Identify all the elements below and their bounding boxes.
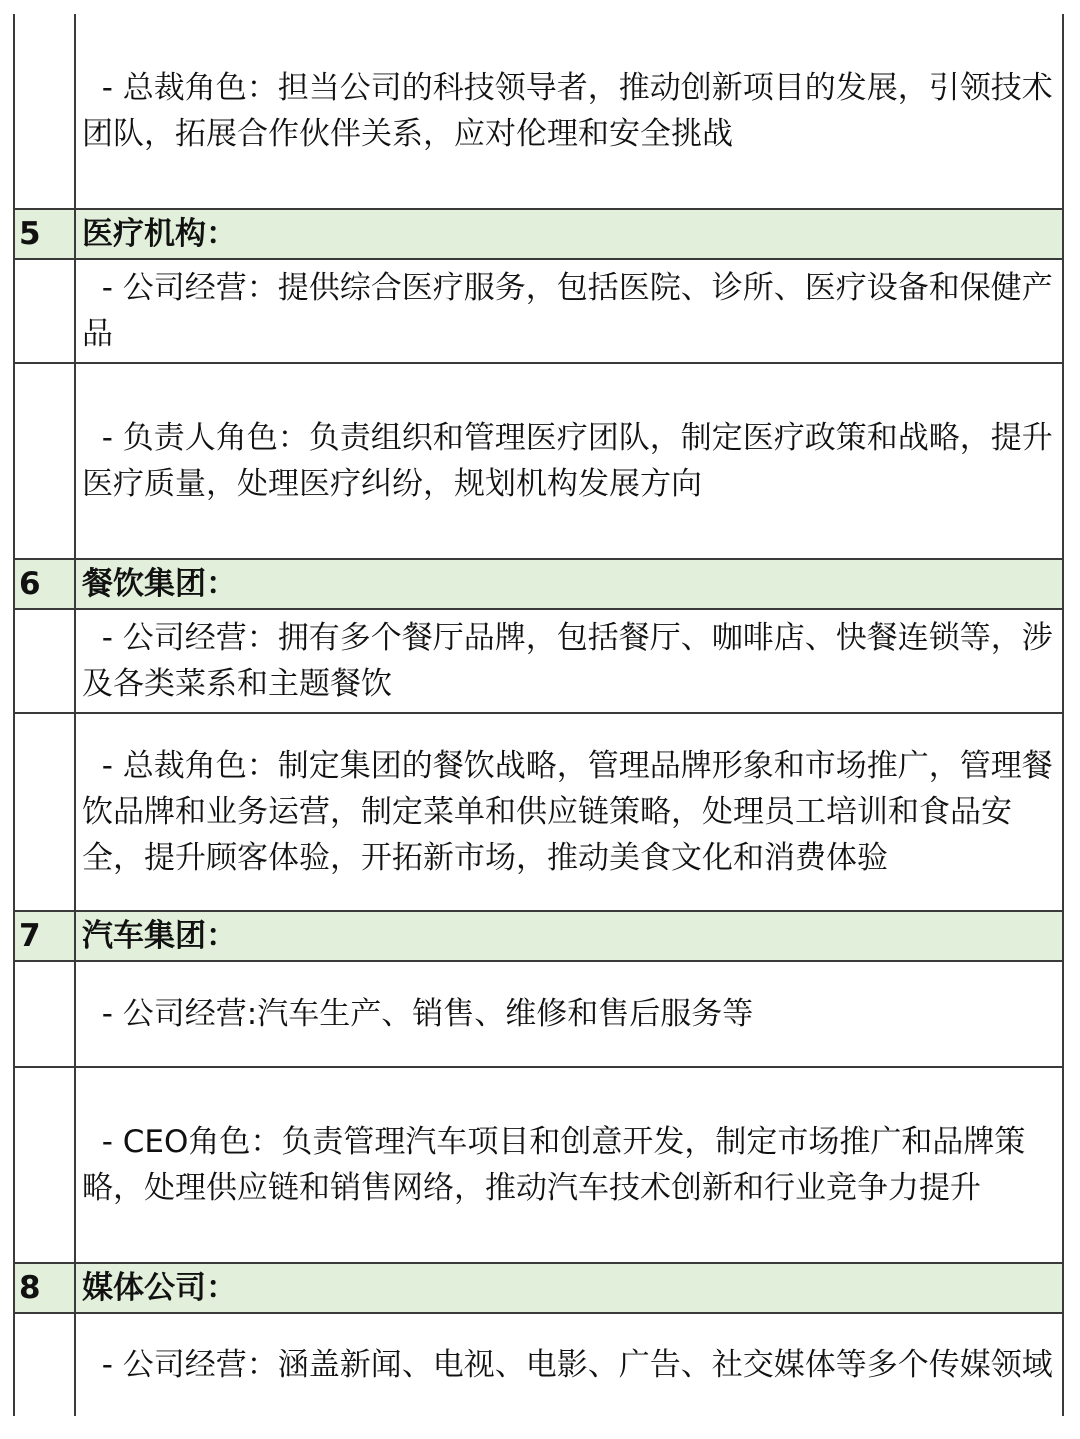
table-row bbox=[14, 713, 1063, 911]
row-text: - 公司经营:汽车生产、销售、维修和售后服务等 bbox=[75, 961, 1063, 1067]
section-title: 汽车集团： bbox=[75, 911, 1063, 961]
table-row bbox=[14, 1313, 1063, 1416]
table-row bbox=[14, 961, 1063, 1067]
row-text: - 公司经营：提供综合医疗服务，包括医院、诊所、医疗设备和保健产品 bbox=[75, 259, 1063, 363]
row-text: - CEO角色：负责管理汽车项目和创意开发，制定市场推广和品牌策略，处理供应链和销售网络，推动汽车技术创新和行业竞争力提升 bbox=[75, 1067, 1063, 1263]
company-roles-table bbox=[13, 14, 1064, 1416]
section-header-row bbox=[14, 911, 1063, 961]
row-number: 5 bbox=[14, 209, 75, 259]
row-number bbox=[14, 259, 75, 363]
section-title: 媒体公司： bbox=[75, 1263, 1063, 1313]
section-title: 餐饮集团： bbox=[75, 559, 1063, 609]
section-header-row bbox=[14, 209, 1063, 259]
row-text: - 公司经营：涵盖新闻、电视、电影、广告、社交媒体等多个传媒领域 bbox=[75, 1313, 1063, 1416]
row-number: 7 bbox=[14, 911, 75, 961]
row-text: - 总裁角色：担当公司的科技领导者，推动创新项目的发展，引领技术团队，拓展合作伙伴关系，应对伦理和安全挑战 bbox=[75, 14, 1063, 209]
row-number: 6 bbox=[14, 559, 75, 609]
row-number bbox=[14, 1067, 75, 1263]
row-text: - 公司经营：拥有多个餐厅品牌，包括餐厅、咖啡店、快餐连锁等，涉及各类菜系和主题餐饮 bbox=[75, 609, 1063, 713]
table-row bbox=[14, 14, 1063, 209]
row-number bbox=[14, 1313, 75, 1416]
table-row bbox=[14, 1067, 1063, 1263]
section-header-row bbox=[14, 559, 1063, 609]
row-text: - 负责人角色：负责组织和管理医疗团队，制定医疗政策和战略，提升医疗质量，处理医疗纠纷，规划机构发展方向 bbox=[75, 363, 1063, 559]
table-row bbox=[14, 363, 1063, 559]
row-number bbox=[14, 14, 75, 209]
row-number bbox=[14, 609, 75, 713]
row-text: - 总裁角色：制定集团的餐饮战略，管理品牌形象和市场推广，管理餐饮品牌和业务运营，制定菜单和供应链策略，处理员工培训和食品安全，提升顾客体验，开拓新市场，推动美食文化和消费体验 bbox=[75, 713, 1063, 911]
row-number: 8 bbox=[14, 1263, 75, 1313]
row-number bbox=[14, 363, 75, 559]
table-row bbox=[14, 609, 1063, 713]
section-header-row bbox=[14, 1263, 1063, 1313]
section-title: 医疗机构： bbox=[75, 209, 1063, 259]
row-number bbox=[14, 961, 75, 1067]
row-number bbox=[14, 713, 75, 911]
table-row bbox=[14, 259, 1063, 363]
